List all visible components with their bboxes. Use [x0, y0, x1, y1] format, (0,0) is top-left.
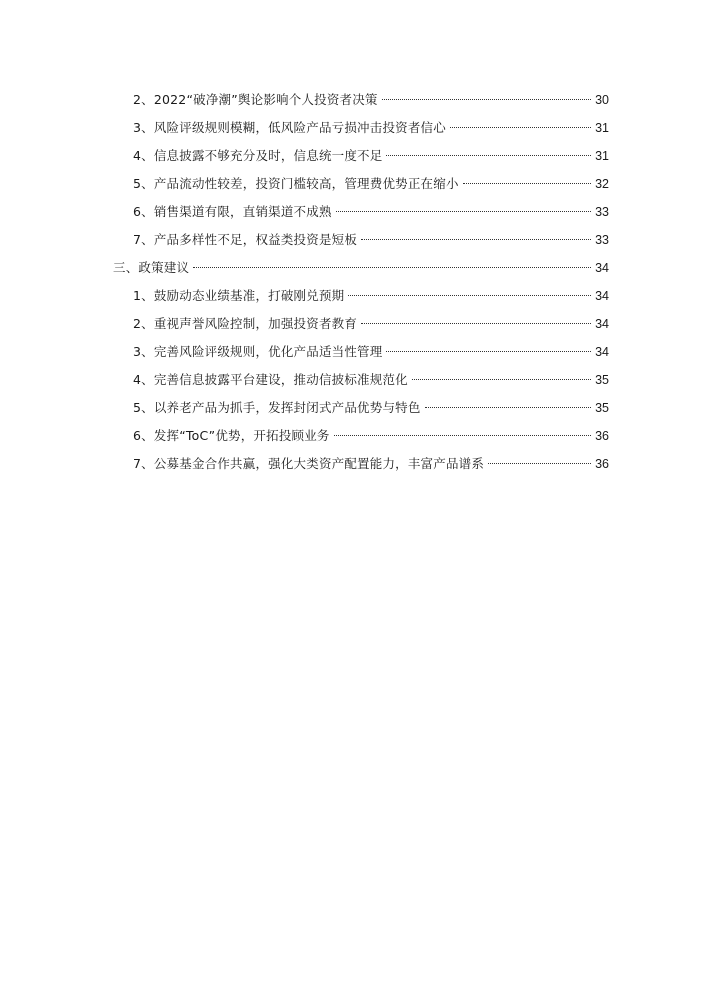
- toc-dot-leader: [334, 435, 591, 436]
- toc-page-number: 34: [595, 289, 609, 303]
- toc-entry[interactable]: [133, 90, 609, 110]
- toc-dot-leader: [348, 295, 591, 296]
- toc-page-number: 34: [595, 317, 609, 331]
- toc-entry-title: 5、以养老产品为抓手，发挥封闭式产品优势与特色: [133, 400, 421, 415]
- toc-entry[interactable]: [133, 454, 609, 474]
- toc-page-number: 35: [595, 401, 609, 415]
- toc-page-number: 35: [595, 373, 609, 387]
- toc-entry-title: 6、销售渠道有限，直销渠道不成熟: [133, 204, 332, 219]
- toc-dot-leader: [361, 323, 591, 324]
- toc-entry[interactable]: [133, 118, 609, 138]
- toc-entry-title: 2、2022“破净潮”舆论影响个人投资者决策: [133, 92, 378, 107]
- toc-dot-leader: [386, 351, 591, 352]
- toc-entry-title: 4、信息披露不够充分及时，信息统一度不足: [133, 148, 383, 163]
- toc-entry-title: 5、产品流动性较差，投资门槛较高，管理费优势正在缩小: [133, 176, 459, 191]
- toc-page-number: 32: [595, 177, 609, 191]
- toc-page-number: 36: [595, 457, 609, 471]
- toc-page-number: 30: [595, 93, 609, 107]
- toc-entry[interactable]: [133, 370, 609, 390]
- toc-entry[interactable]: [133, 286, 609, 306]
- toc-dot-leader: [463, 183, 591, 184]
- toc-page-number: 31: [595, 121, 609, 135]
- toc-entry-title: 1、鼓励动态业绩基准，打破刚兑预期: [133, 288, 345, 303]
- toc-page-number: 33: [595, 205, 609, 219]
- toc-dot-leader: [450, 127, 591, 128]
- toc-entry-title: 7、公募基金合作共赢，强化大类资产配置能力，丰富产品谱系: [133, 456, 485, 471]
- toc-dot-leader: [193, 267, 591, 268]
- toc-dot-leader: [382, 99, 591, 100]
- toc-page-number: 36: [595, 429, 609, 443]
- toc-page-number: 33: [595, 233, 609, 247]
- toc-dot-leader: [425, 407, 592, 408]
- toc-entry[interactable]: [133, 202, 609, 222]
- toc-entry[interactable]: [133, 146, 609, 166]
- toc-dot-leader: [488, 463, 591, 464]
- toc-page-number: 34: [595, 261, 609, 275]
- toc-page-number: 34: [595, 345, 609, 359]
- toc-dot-leader: [361, 239, 591, 240]
- toc-section-entry[interactable]: [113, 258, 609, 278]
- toc-entry-title: 6、发挥“ToC”优势，开拓投顾业务: [133, 428, 330, 443]
- toc-entry[interactable]: [133, 314, 609, 334]
- toc-entry[interactable]: [133, 174, 609, 194]
- toc-entry-title: 3、完善风险评级规则，优化产品适当性管理: [133, 344, 383, 359]
- toc-entry[interactable]: [133, 426, 609, 446]
- toc-entry[interactable]: [133, 398, 609, 418]
- toc-entry-title: 2、重视声誉风险控制，加强投资者教育: [133, 316, 358, 331]
- toc-dot-leader: [336, 211, 591, 212]
- toc-entry-title: 4、完善信息披露平台建设，推动信披标准规范化: [133, 372, 408, 387]
- toc-entry-title: 三、政策建议: [113, 260, 190, 275]
- toc-entry[interactable]: [133, 230, 609, 250]
- toc-dot-leader: [412, 379, 591, 380]
- toc-page-number: 31: [595, 149, 609, 163]
- toc-entry[interactable]: [133, 342, 609, 362]
- toc-dot-leader: [386, 155, 591, 156]
- toc-entry-title: 7、产品多样性不足，权益类投资是短板: [133, 232, 358, 247]
- toc-entry-title: 3、风险评级规则模糊，低风险产品亏损冲击投资者信心: [133, 120, 446, 135]
